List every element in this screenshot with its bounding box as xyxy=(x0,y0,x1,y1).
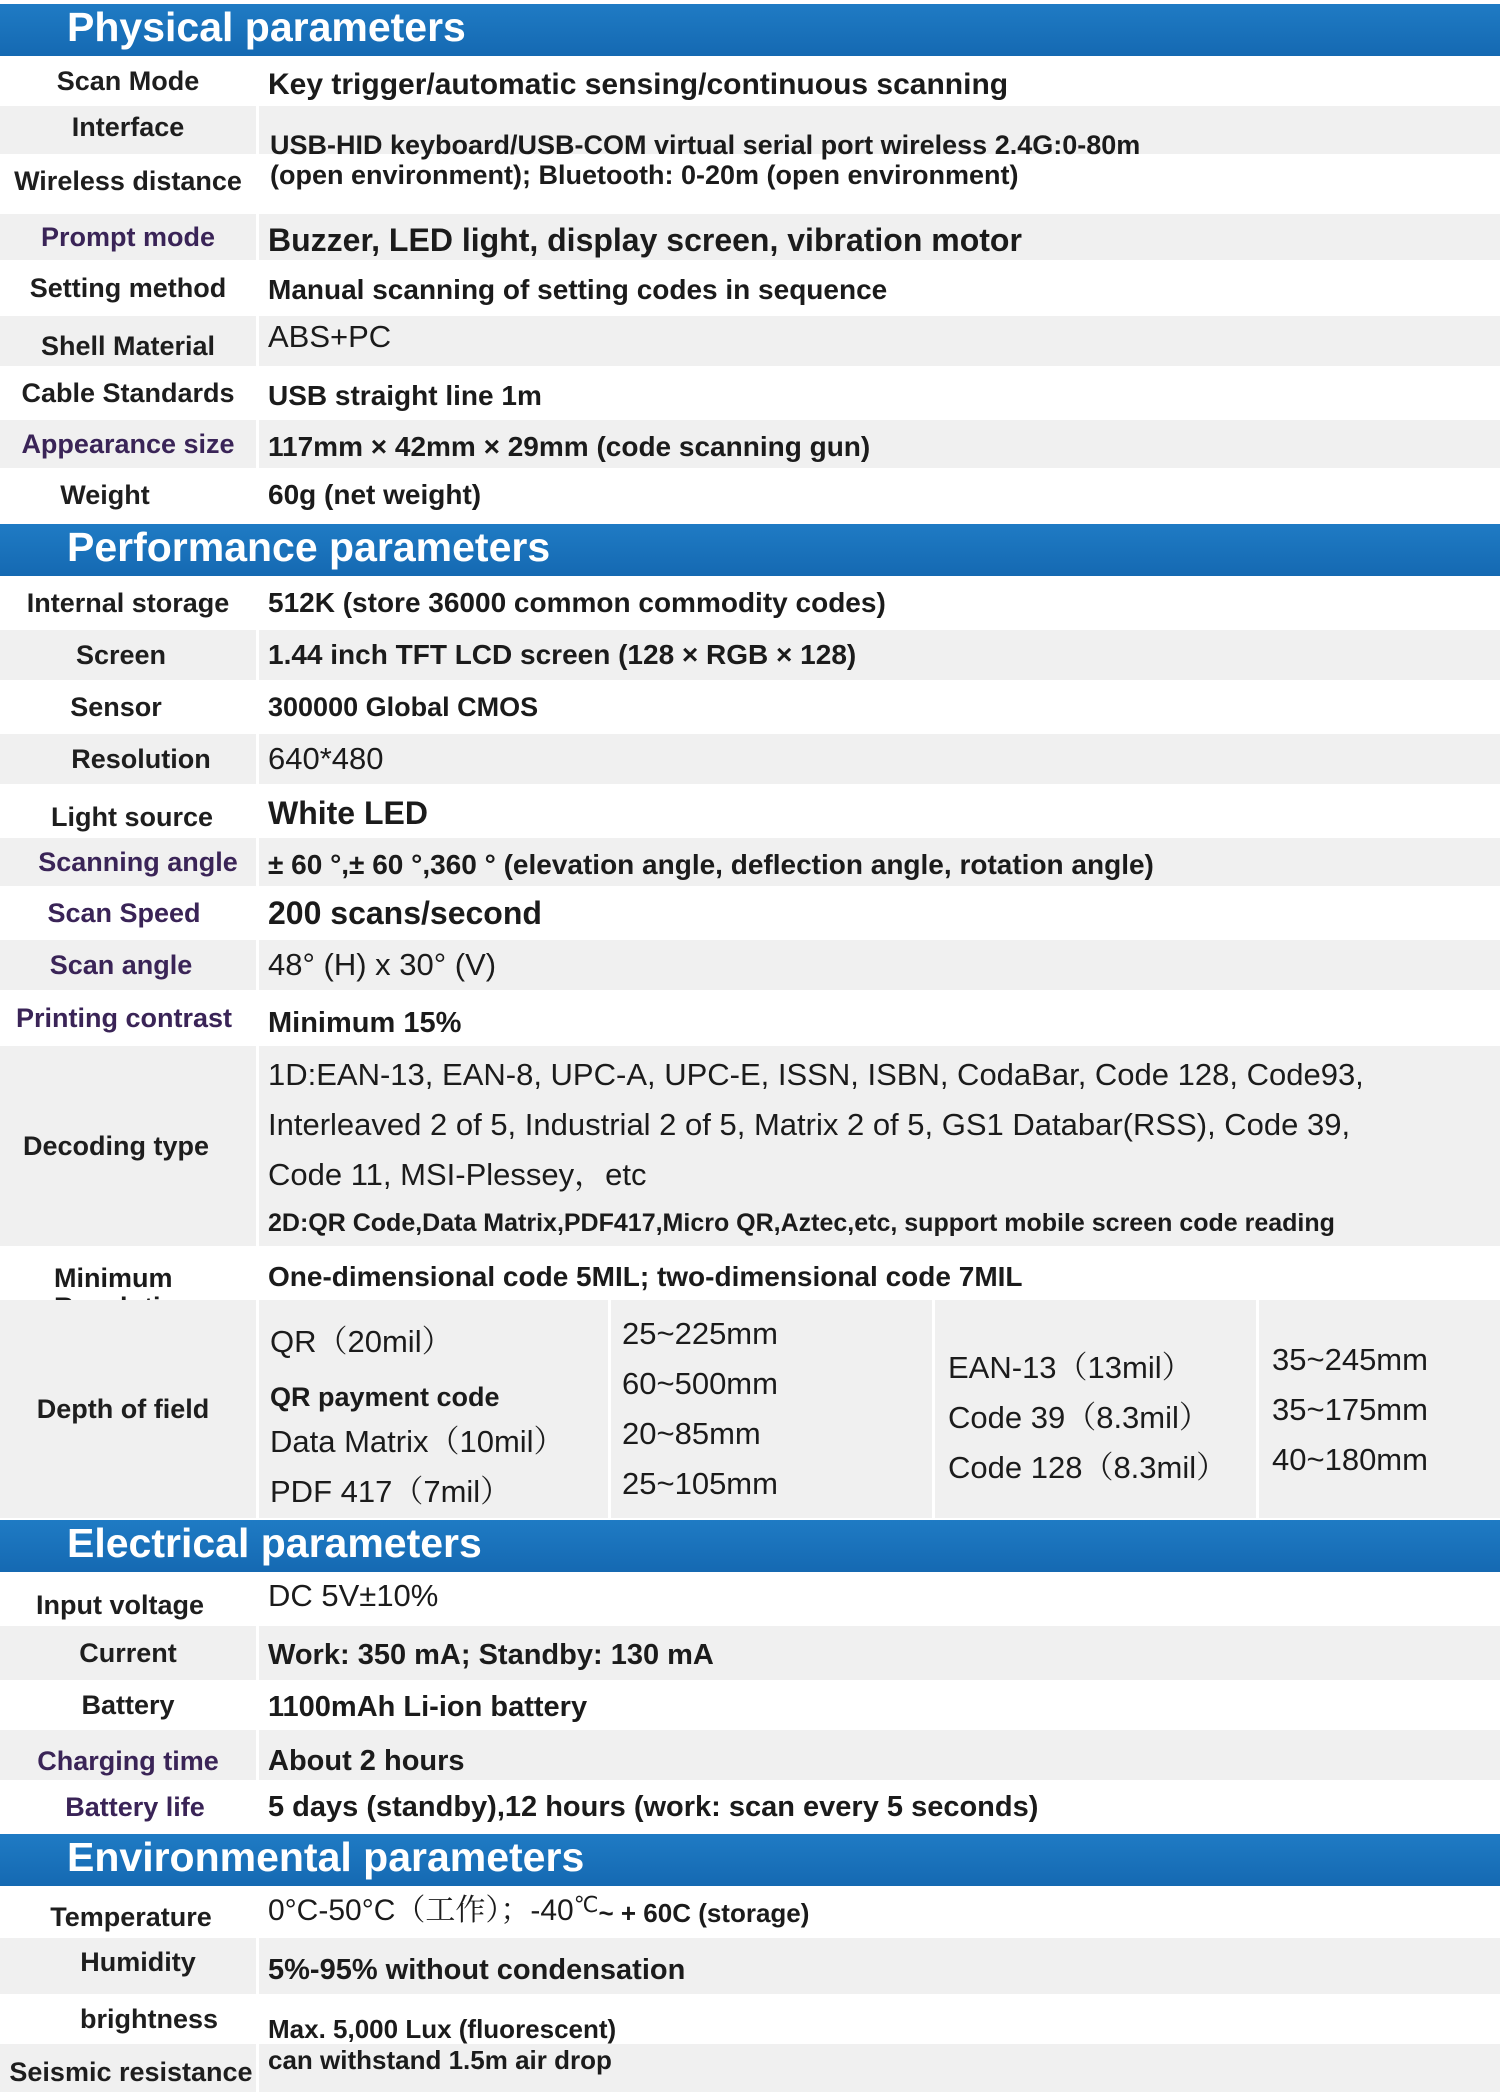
value-interface: USB-HID keyboard/USB-COM virtual serial port wireless 2.4G:0-80m (open environment); Bluetooth: 0-20m (open environment) xyxy=(270,130,1141,190)
value-cable-standards: USB straight line 1m xyxy=(268,380,542,411)
value-light-source: White LED xyxy=(268,795,428,831)
label-brightness: brightness xyxy=(79,2004,219,2034)
row-appearance-size xyxy=(0,420,1500,468)
label-battery-life: Battery life xyxy=(65,1792,205,1822)
label-weight: Weight xyxy=(60,480,150,510)
value-battery-life: 5 days (standby),12 hours (work: scan every 5 seconds) xyxy=(268,1791,1039,1823)
row-minimum-resolution xyxy=(0,1246,1500,1300)
label-wireless-distance: Wireless distance xyxy=(14,166,242,196)
value-sensor: 300000 Global CMOS xyxy=(268,692,539,722)
row-resolution xyxy=(0,734,1500,784)
physical-title: Physical parameters xyxy=(67,4,466,50)
label-seismic-resistance: Seismic resistance xyxy=(9,2057,253,2087)
label-internal-storage: Internal storage xyxy=(26,588,230,618)
label-sensor: Sensor xyxy=(70,692,162,722)
value-scan-angle: 48° (H) x 30° (V) xyxy=(268,947,497,982)
electrical-title: Electrical parameters xyxy=(67,1520,482,1566)
environmental-title: Environmental parameters xyxy=(67,1834,585,1880)
row-depth-of-field: Depth of field QR（20mil） QR payment code Data Matrix（10mil） PDF 417（7mil） 25~225mm 60~500mm 20~85mm 25~105mm EAN-13（13mil） Code 39（8.3mil） Code 128（8.3mil） 35~245mm 35~175mm 40~180mm xyxy=(0,1300,1500,1518)
label-printing-contrast: Printing contrast xyxy=(15,1003,232,1033)
value-input-voltage: DC 5V±10% xyxy=(268,1578,439,1613)
label-prompt-mode: Prompt mode xyxy=(40,222,215,252)
row-brightness xyxy=(0,1994,1500,2044)
row-light-source xyxy=(0,784,1500,838)
row-seismic-resistance xyxy=(0,2044,1500,2092)
value-weight: 60g (net weight) xyxy=(268,479,482,510)
value-decoding-type: 1D:EAN-13, EAN-8, UPC-A, UPC-E, ISSN, ISBN, CodaBar, Code 128, Code93, Interleaved 2 of 5, Industrial 2 of 5, Matrix 2 of 5, GS1 Databar(RSS), Code 39, Code 11, MSI-Plessey，etc 2D:QR Code,Data Matrix,PDF417,Micro QR,Aztec,etc, support mobile screen code reading xyxy=(268,1057,1364,1237)
label-input-voltage: Input voltage xyxy=(36,1590,204,1620)
label-screen: Screen xyxy=(75,640,167,670)
performance-header xyxy=(0,524,1500,576)
value-shell-material: ABS+PC xyxy=(268,319,392,354)
value-scan-speed: 200 scans/second xyxy=(268,895,542,931)
row-current xyxy=(0,1626,1500,1680)
row-shell-material xyxy=(0,316,1500,366)
value-brightness: Max. 5,000 Lux (fluorescent) can withstand 1.5m air drop xyxy=(268,2014,617,2075)
label-scan-speed: Scan Speed xyxy=(47,898,201,928)
label-depth-of-field: Depth of field xyxy=(36,1394,210,1424)
row-scan-mode xyxy=(0,56,1500,106)
row-scanning-angle xyxy=(0,838,1500,886)
physical-header xyxy=(0,4,1500,56)
environmental-header xyxy=(0,1834,1500,1886)
label-scan-angle: Scan angle xyxy=(49,950,193,980)
row-screen xyxy=(0,630,1500,680)
row-prompt-mode xyxy=(0,214,1500,260)
value-resolution: 640*480 xyxy=(268,741,384,776)
row-scan-angle xyxy=(0,940,1500,990)
row-sensor xyxy=(0,680,1500,734)
electrical-header xyxy=(0,1520,1500,1572)
value-internal-storage: 512K (store 36000 common commodity codes) xyxy=(268,587,886,618)
label-temperature: Temperature xyxy=(50,1902,212,1932)
label-resolution: Resolution xyxy=(71,744,211,774)
label-battery: Battery xyxy=(81,1690,175,1720)
value-battery: 1100mAh Li-ion battery xyxy=(268,1691,588,1723)
row-cable-standards xyxy=(0,366,1500,420)
row-internal-storage xyxy=(0,576,1500,630)
label-scanning-angle: Scanning angle xyxy=(38,847,238,877)
value-humidity: 5%-95% without condensation xyxy=(268,1954,686,1986)
row-printing-contrast xyxy=(0,990,1500,1046)
label-interface: Interface xyxy=(71,112,185,142)
value-scan-mode: Key trigger/automatic sensing/continuous scanning xyxy=(268,68,1009,101)
label-minimum-resolution: Minimum xyxy=(54,1263,173,1293)
row-battery xyxy=(0,1680,1500,1730)
value-appearance-size: 117mm × 42mm × 29mm (code scanning gun) xyxy=(268,431,871,462)
label-setting-method: Setting method xyxy=(29,273,227,303)
value-printing-contrast: Minimum 15% xyxy=(268,1007,462,1039)
label-humidity: Humidity xyxy=(80,1947,196,1977)
row-scan-speed xyxy=(0,886,1500,940)
label-decoding-type: Decoding type xyxy=(22,1131,210,1161)
value-scanning-angle: ± 60 °,± 60 °,360 ° (elevation angle, deflection angle, rotation angle) xyxy=(268,849,1154,880)
row-decoding-type xyxy=(0,1046,1500,1246)
label-light-source: Light source xyxy=(50,802,213,832)
label-appearance-size: Appearance size xyxy=(21,429,235,459)
value-minimum-resolution: One-dimensional code 5MIL; two-dimensional code 7MIL xyxy=(268,1261,1023,1292)
label-charging-time: Charging time xyxy=(37,1746,219,1776)
label-shell-material: Shell Material xyxy=(40,331,216,361)
value-prompt-mode: Buzzer, LED light, display screen, vibration motor xyxy=(268,222,1022,258)
performance-title: Performance parameters xyxy=(67,524,551,570)
row-humidity xyxy=(0,1938,1500,1994)
value-setting-method: Manual scanning of setting codes in sequence xyxy=(268,274,888,305)
row-charging-time xyxy=(0,1730,1500,1780)
value-current: Work: 350 mA; Standby: 130 mA xyxy=(268,1639,714,1671)
row-weight xyxy=(0,468,1500,522)
label-current: Current xyxy=(79,1638,177,1668)
row-input-voltage xyxy=(0,1572,1500,1626)
value-screen: 1.44 inch TFT LCD screen (128 × RGB × 128) xyxy=(268,639,857,670)
value-charging-time: About 2 hours xyxy=(268,1745,465,1777)
label-cable-standards: Cable Standards xyxy=(21,378,235,408)
label-scan-mode: Scan Mode xyxy=(56,66,200,96)
value-temperature: 0°C-50°C（工作）；-40 ℃ ~ + 60C (storage) xyxy=(268,1892,810,1928)
row-battery-life xyxy=(0,1780,1500,1834)
